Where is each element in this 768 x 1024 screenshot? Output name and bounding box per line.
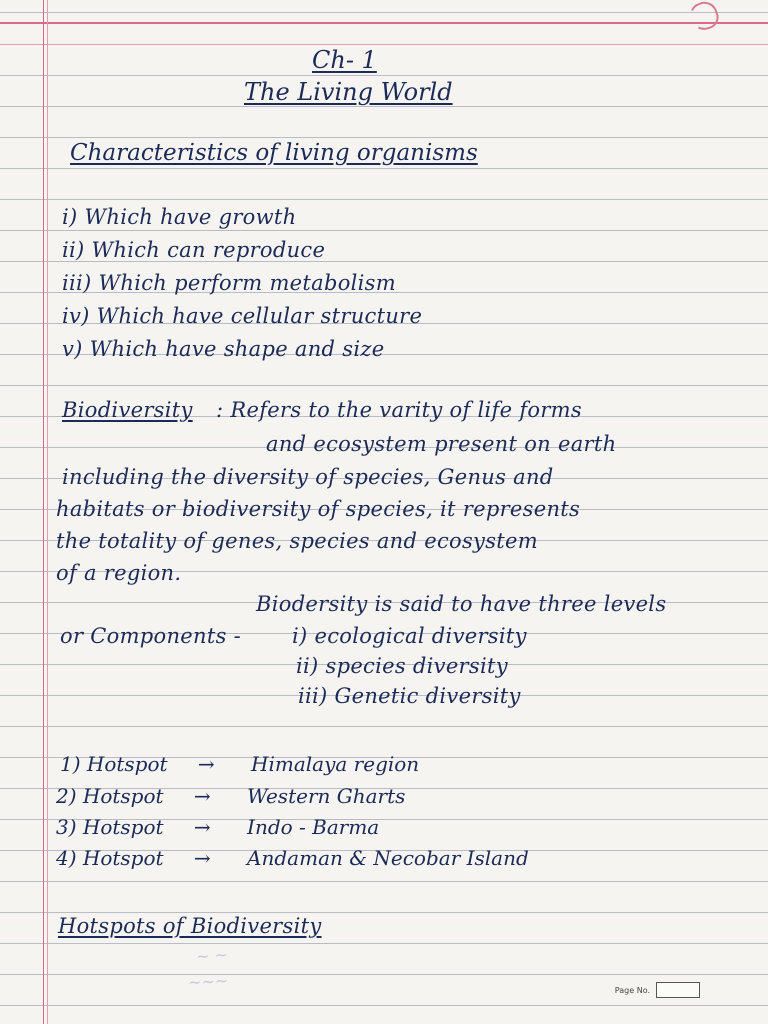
characteristics-heading: Characteristics of living organisms <box>70 140 478 166</box>
hotspot-number: 1) <box>60 752 81 776</box>
chapter-number: Ch- 1 <box>312 46 377 74</box>
biodiversity-line: : Refers to the varity of life forms <box>216 398 582 422</box>
biodiversity-line: the totality of genes, species and ecosystem <box>56 529 538 553</box>
levels-intro: Biodersity is said to have three levels <box>256 592 667 616</box>
characteristic-item: i) Which have growth <box>62 205 297 229</box>
component-item: i) ecological diversity <box>292 624 527 648</box>
biodiversity-line: habitats or biodiversity of species, it represents <box>56 497 581 521</box>
arrow-icon: → <box>193 846 211 870</box>
left-margin-line-secondary <box>47 0 48 1024</box>
hotspot-label: Hotspot <box>86 752 168 776</box>
page-number-field <box>615 982 700 998</box>
page-number-label: Page No. <box>614 985 650 995</box>
hotspot-place: Western Gharts <box>247 784 406 808</box>
hotspot-place: Himalaya region <box>251 752 420 776</box>
hotspot-number: 3) <box>56 815 77 839</box>
left-margin-line <box>43 0 44 1024</box>
hotspot-place: Andaman & Necobar Island <box>247 846 529 870</box>
hotspot-label: Hotspot <box>82 815 164 839</box>
top-margin-rule <box>0 22 768 24</box>
characteristic-item: iii) Which perform metabolism <box>62 271 396 295</box>
corner-doodle-icon <box>686 0 722 34</box>
bleed-through-mark: ~~~ <box>187 970 229 993</box>
hotspot-row <box>56 784 405 808</box>
biodiversity-line: and ecosystem present on earth <box>266 432 617 456</box>
hotspot-row <box>56 815 379 839</box>
hotspots-heading: Hotspots of Biodiversity <box>58 914 322 938</box>
characteristic-item: v) Which have shape and size <box>62 337 385 361</box>
arrow-icon: → <box>193 784 211 808</box>
characteristic-item: iv) Which have cellular structure <box>62 304 423 328</box>
page-number-box <box>656 982 700 998</box>
arrow-icon: → <box>197 752 215 776</box>
arrow-icon: → <box>193 815 211 839</box>
bleed-through-mark: ~ ~ <box>195 944 229 967</box>
biodiversity-line: including the diversity of species, Genus and <box>62 465 554 489</box>
top-margin-rule-secondary <box>0 44 768 45</box>
biodiversity-term: Biodiversity <box>62 398 193 422</box>
biodiversity-line: of a region. <box>56 561 182 585</box>
components-label: or Components - <box>60 624 242 648</box>
hotspot-label: Hotspot <box>82 784 164 808</box>
component-item: iii) Genetic diversity <box>298 684 521 708</box>
characteristic-item: ii) Which can reproduce <box>62 238 326 262</box>
hotspot-row <box>56 846 529 870</box>
hotspot-row <box>60 752 419 776</box>
hotspot-number: 2) <box>56 784 77 808</box>
hotspot-label: Hotspot <box>82 846 164 870</box>
hotspot-number: 4) <box>56 846 77 870</box>
chapter-title: The Living World <box>244 78 453 106</box>
component-item: ii) species diversity <box>296 654 508 678</box>
hotspot-place: Indo - Barma <box>247 815 380 839</box>
